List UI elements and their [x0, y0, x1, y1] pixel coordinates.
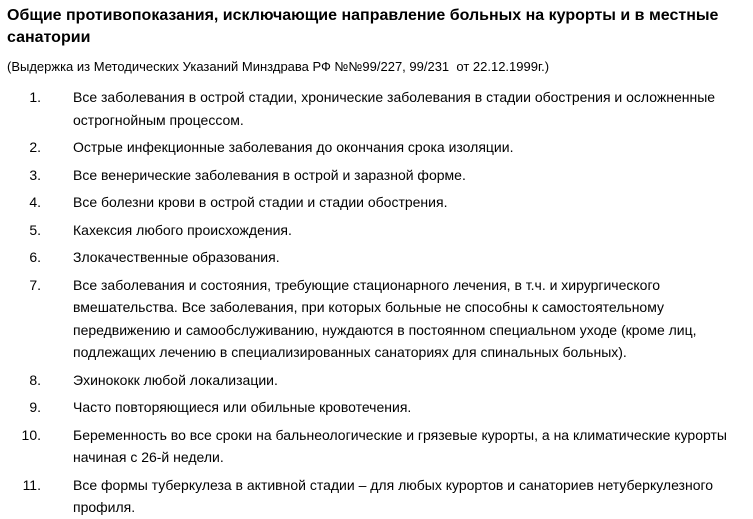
list-item-text: Беременность во все сроки на бальнеологические и грязевые курорты, а на климатические курорты начиная с 26-й недели. [73, 426, 727, 465]
list-item-number: 2. [29, 139, 41, 155]
list-item-number: 9. [29, 399, 41, 415]
list-item-text: Эхинококк любой локализации. [73, 371, 278, 388]
list-item-text: Все заболевания в острой стадии, хронические заболевания в стадии обострения и осложненные острогнойным процессом. [73, 89, 716, 128]
list-item [7, 219, 749, 242]
list-item-number: 4. [29, 194, 41, 210]
list-item [7, 164, 749, 187]
document-source-note: (Выдержка из Методических Указаний Минздрава РФ №№99/227, 99/231 от 22.12.1999г.) [7, 59, 550, 74]
list-item [7, 191, 749, 214]
list-item-text: Острые инфекционные заболевания до окончания срока изоляции. [73, 139, 514, 155]
list-item [7, 396, 749, 419]
list-item-number: 8. [29, 371, 41, 388]
list-item-number: 1. [29, 89, 41, 105]
list-item [7, 86, 749, 131]
list-item [7, 369, 749, 392]
list-item-number: 10. [21, 426, 41, 443]
list-item-text: Все болезни крови в острой стадии и стадии обострения. [73, 194, 448, 210]
list-item-text: Кахексия любого происхождения. [73, 221, 292, 238]
list-item [7, 136, 749, 159]
page-title: Общие противопоказания, исключающие направление больных на курорты и в местные санатории [7, 7, 719, 46]
list-item-number: 5. [29, 221, 41, 238]
list-item [7, 424, 749, 469]
list-item-number: 6. [29, 249, 41, 265]
list-item-text: Злокачественные образования. [73, 249, 280, 265]
list-item [7, 274, 749, 364]
list-item-number: 7. [29, 276, 41, 293]
list-item-text: Все заболевания и состояния, требующие стационарного лечения, в т.ч. и хирургического вмешательства. Все заболевания, при которых больные не способны к самостоятельному передвижению и самообслуживанию, нуждаются в постоянном специальном уходе (кроме лиц, подлежащих лечению в специализированных санаториях для спинальных больных). [73, 276, 697, 360]
list-item-number: 3. [29, 166, 41, 183]
list-item-text: Часто повторяющиеся или обильные кровотечения. [73, 399, 412, 415]
list-item-text: Все венерические заболевания в острой и заразной форме. [73, 166, 466, 183]
list-item-text: Все формы туберкулеза в активной стадии – для любых курортов и санаториев нетуберкулезного профиля. [73, 476, 714, 515]
list-item [7, 474, 749, 519]
list-item-number: 11. [22, 476, 41, 493]
contraindications-list [7, 86, 749, 519]
list-item [7, 246, 749, 269]
